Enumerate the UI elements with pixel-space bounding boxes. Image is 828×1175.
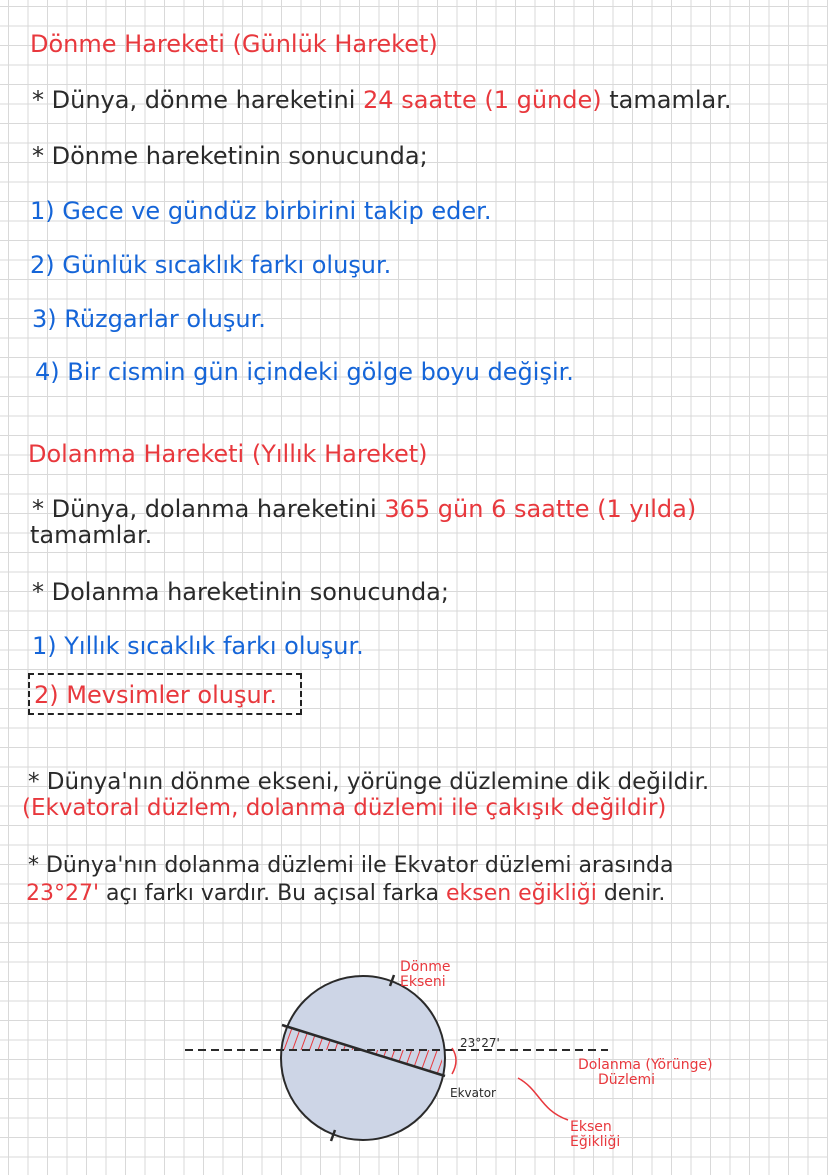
tilt-note-middle: açı farkı vardır. Bu açısal farka	[99, 881, 446, 906]
revolution-duration-suffix: tamamlar.	[30, 521, 153, 549]
angle-label: 23°27'	[460, 1036, 500, 1050]
tilt-note-line-1: * Dünya'nın dolanma düzlemi ile Ekvator düzlemi arasında	[28, 853, 674, 878]
rotation-axis-label-line-1: Dönme	[400, 959, 451, 975]
equator-label: Ekvator	[450, 1086, 496, 1100]
axial-tilt-label-line-1: Eksen	[570, 1119, 612, 1135]
tilt-note-suffix: denir.	[596, 881, 666, 906]
orbit-plane-label-line-1: Dolanma (Yörünge)	[578, 1057, 713, 1073]
orbit-plane-label	[578, 1058, 713, 1088]
revolution-result-2: 2) Mevsimler oluşur.	[34, 681, 277, 709]
axis-note-line-2: (Ekvatoral düzlem, dolanma düzlemi ile çakışık değildir)	[22, 795, 667, 821]
tilt-note-term: eksen eğikliği	[445, 881, 597, 906]
revolution-duration-note	[32, 495, 696, 523]
rotation-axis-label-line-2: Ekseni	[400, 974, 446, 990]
rotation-result-4: 4) Bir cismin gün içindeki gölge boyu değişir.	[35, 358, 574, 386]
rotation-duration-prefix: * Dünya, dönme hareketini	[32, 86, 364, 114]
tilt-note-line-2	[26, 880, 665, 908]
rotation-result-1: 1) Gece ve gündüz birbirini takip eder.	[30, 197, 492, 225]
rotation-duration-note	[32, 86, 732, 114]
rotation-axis-label	[400, 960, 450, 990]
rotation-result-3: 3) Rüzgarlar oluşur.	[32, 305, 266, 333]
axial-tilt-diagram	[0, 940, 828, 1171]
tilt-angle-value: 23°27'	[26, 881, 100, 906]
axis-note-line-1: * Dünya'nın dönme ekseni, yörünge düzlemine dik değildir.	[28, 769, 710, 795]
axial-tilt-label	[570, 1120, 620, 1150]
revolution-results-heading: * Dolanma hareketinin sonucunda;	[32, 578, 449, 606]
tilt-angle-arc	[452, 1048, 456, 1074]
rotation-duration-value: 24 saatte (1 günde)	[363, 86, 602, 114]
revolution-duration-value: 365 gün 6 saatte (1 yılda)	[384, 495, 697, 523]
axial-tilt-label-line-2: Eğikliği	[570, 1134, 621, 1150]
rotation-title: Dönme Hareketi (Günlük Hareket)	[30, 30, 438, 58]
revolution-title: Dolanma Hareketi (Yıllık Hareket)	[28, 440, 428, 468]
rotation-results-heading: * Dönme hareketinin sonucunda;	[32, 142, 428, 170]
rotation-duration-suffix: tamamlar.	[601, 86, 732, 114]
revolution-duration-prefix: * Dünya, dolanma hareketini	[32, 495, 385, 523]
revolution-result-1: 1) Yıllık sıcaklık farkı oluşur.	[32, 632, 364, 660]
rotation-result-2: 2) Günlük sıcaklık farkı oluşur.	[30, 251, 392, 279]
orbit-plane-label-line-2: Düzlemi	[598, 1072, 656, 1088]
tilt-connector	[518, 1078, 568, 1120]
